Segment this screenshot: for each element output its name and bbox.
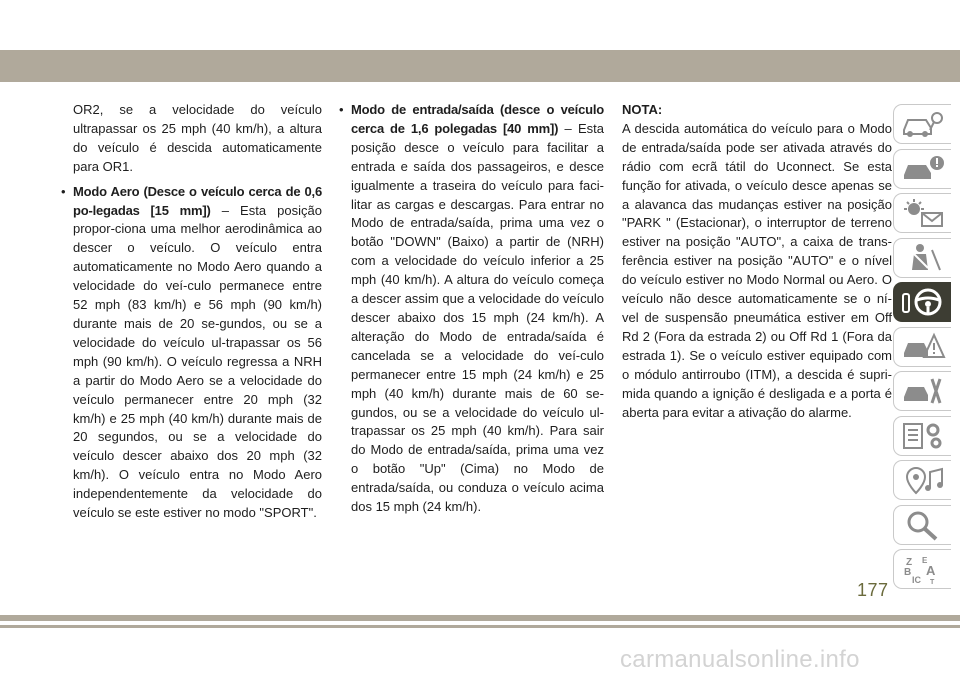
- page-number: 177: [857, 580, 889, 600]
- car-tools-icon: [900, 375, 946, 407]
- header-band: [0, 50, 960, 82]
- light-mail-icon: [900, 197, 946, 229]
- navigation-music-icon: [900, 464, 946, 496]
- bullet-title: Modo Aero (Desce o veículo cerca de 0,6 po-legadas [15 mm]): [73, 183, 322, 218]
- tab-chapter-11[interactable]: [893, 549, 951, 589]
- text-column-2: [339, 101, 604, 523]
- footer-rule-thin: [0, 625, 960, 628]
- text-column-1: [61, 101, 322, 529]
- note-text: A descida automática do veículo para o Modo de entrada/saída pode ser ativada através do rádio com ecrã tátil do Uconnect. Se esta função for ativada, o veículo desce apenas se a alavanca das mudanças estiver na posição "PARK " (Estacionar), o interruptor de terreno estiver na posição "AUTO", a caixa de trans-ferência estiver na posição "AUTO" e o nível do veículo estiver no Modo Normal ou Aero. O veículo não desce automaticamente se o ní-vel de suspensão pneumática estiver em Off Rd 2 (Fora da estrada 2) ou Off Rd 1 (Fora da estrada 1). Se o veículo estiver equipado com o módulo antirroubo (ITM), a descida é supri-mida quando a ignição é desligada e a porta é aberta para evitar a ativação do alarme.: [622, 120, 892, 420]
- tab-chapter-3[interactable]: [893, 193, 951, 233]
- tab-chapter-7[interactable]: [893, 371, 951, 411]
- bullet-aero-mode: [61, 183, 322, 523]
- magnifier-icon: [900, 509, 946, 541]
- road-hazard-icon: [900, 331, 946, 363]
- bullet-dot: •: [61, 183, 66, 199]
- svg-text:IC: IC: [911, 575, 921, 585]
- chapter-tabs: [893, 104, 953, 594]
- tab-chapter-10[interactable]: [893, 505, 951, 545]
- alphabet-index-icon: [900, 553, 946, 585]
- tab-chapter-4[interactable]: [893, 238, 951, 278]
- tab-chapter-5-active[interactable]: [893, 282, 951, 322]
- svg-text:A: A: [925, 563, 935, 578]
- tab-chapter-8[interactable]: [893, 416, 951, 456]
- bullet-dot: •: [339, 102, 344, 117]
- tab-chapter-9[interactable]: [893, 460, 951, 500]
- svg-text:B: B: [903, 567, 911, 578]
- car-warning-icon: [900, 153, 946, 185]
- paragraph-continuation: OR2, se a velocidade do veículo ultrapassar os 25 mph (40 km/h), a altura do veículo é descida automaticamente para OR1.: [73, 102, 322, 174]
- steering-wheel-icon: [900, 286, 946, 318]
- bullet-entry-exit-mode: [339, 101, 604, 517]
- footer-rule: [0, 615, 960, 621]
- list-gears-icon: [900, 420, 946, 452]
- tab-chapter-2[interactable]: [893, 149, 951, 189]
- car-key-icon: [900, 108, 946, 140]
- tab-chapter-6[interactable]: [893, 327, 951, 367]
- bullet-text: – Esta posição desce o veículo para facilitar a entrada e saída dos passageiros, e desce igualmente a traseira do veículo para faci-litar as cargas e descargas. Para entrar no Modo de entrada/saída, prima uma vez o botão "DOWN" (Baixo) a partir de (NRH) com a velocidade do veículo inferior a 25 mph (40 km/h). A altura do veículo começa a descer assim que a velocidade do veículo descer abaixo dos 15 mph (24 km/h). A alteração do Modo de entrada/saída é cancelada se a velocidade do veí-culo permanecer entre 15 mph (24 km/h) e 25 mph (40 km/h) durante mais de 60 se-gundos, ou se a velocidade do veículo ul-trapassar os 25 mph (40 km/h). Para sair do Modo de entrada/saída, prima uma vez o botão "Up" (Cima) no Modo de entrada/saída, ou conduza o veículo acima dos 15 mph (24 km/h).: [351, 120, 604, 515]
- bullet-text: – Esta posição propor-ciona uma melhor aerodinâmica ao descer o veículo. O veículo entra automaticamente no Modo Aero quando a velocidade do veí-culo permanece entre 52 mph (83 km/h) e 56 mph (90 km/h) durante mais de 20 se-gundos, ou se a velocidade do veículo ul-trapassar os 56 mph (90 km/h). O veículo regressa a NRH a partir do Modo Aero se a velocidade do veículo permanecer entre 20 mph (32 km/h) e 25 mph (40 km/h) durante mais de 20 segundos, ou se a velocidade do veículo descer abaixo dos 20 mph (32 km/h). O veículo entra no Modo Aero independentemente da velocidade do veículo se este estiver no modo "SPORT".: [73, 202, 322, 521]
- svg-text:Z: Z: [905, 557, 912, 568]
- note-title: NOTA:: [622, 102, 663, 117]
- svg-text:T: T: [929, 579, 934, 585]
- text-column-3: [622, 101, 892, 428]
- bullet-title: Modo de entrada/saída (desce o veículo cerca de 1,6 polegadas [40 mm]): [351, 102, 604, 136]
- seat-belt-icon: [900, 242, 946, 274]
- watermark: carmanualsonline.info: [620, 646, 860, 673]
- tab-chapter-1[interactable]: [893, 104, 951, 144]
- svg-text:E: E: [921, 556, 927, 565]
